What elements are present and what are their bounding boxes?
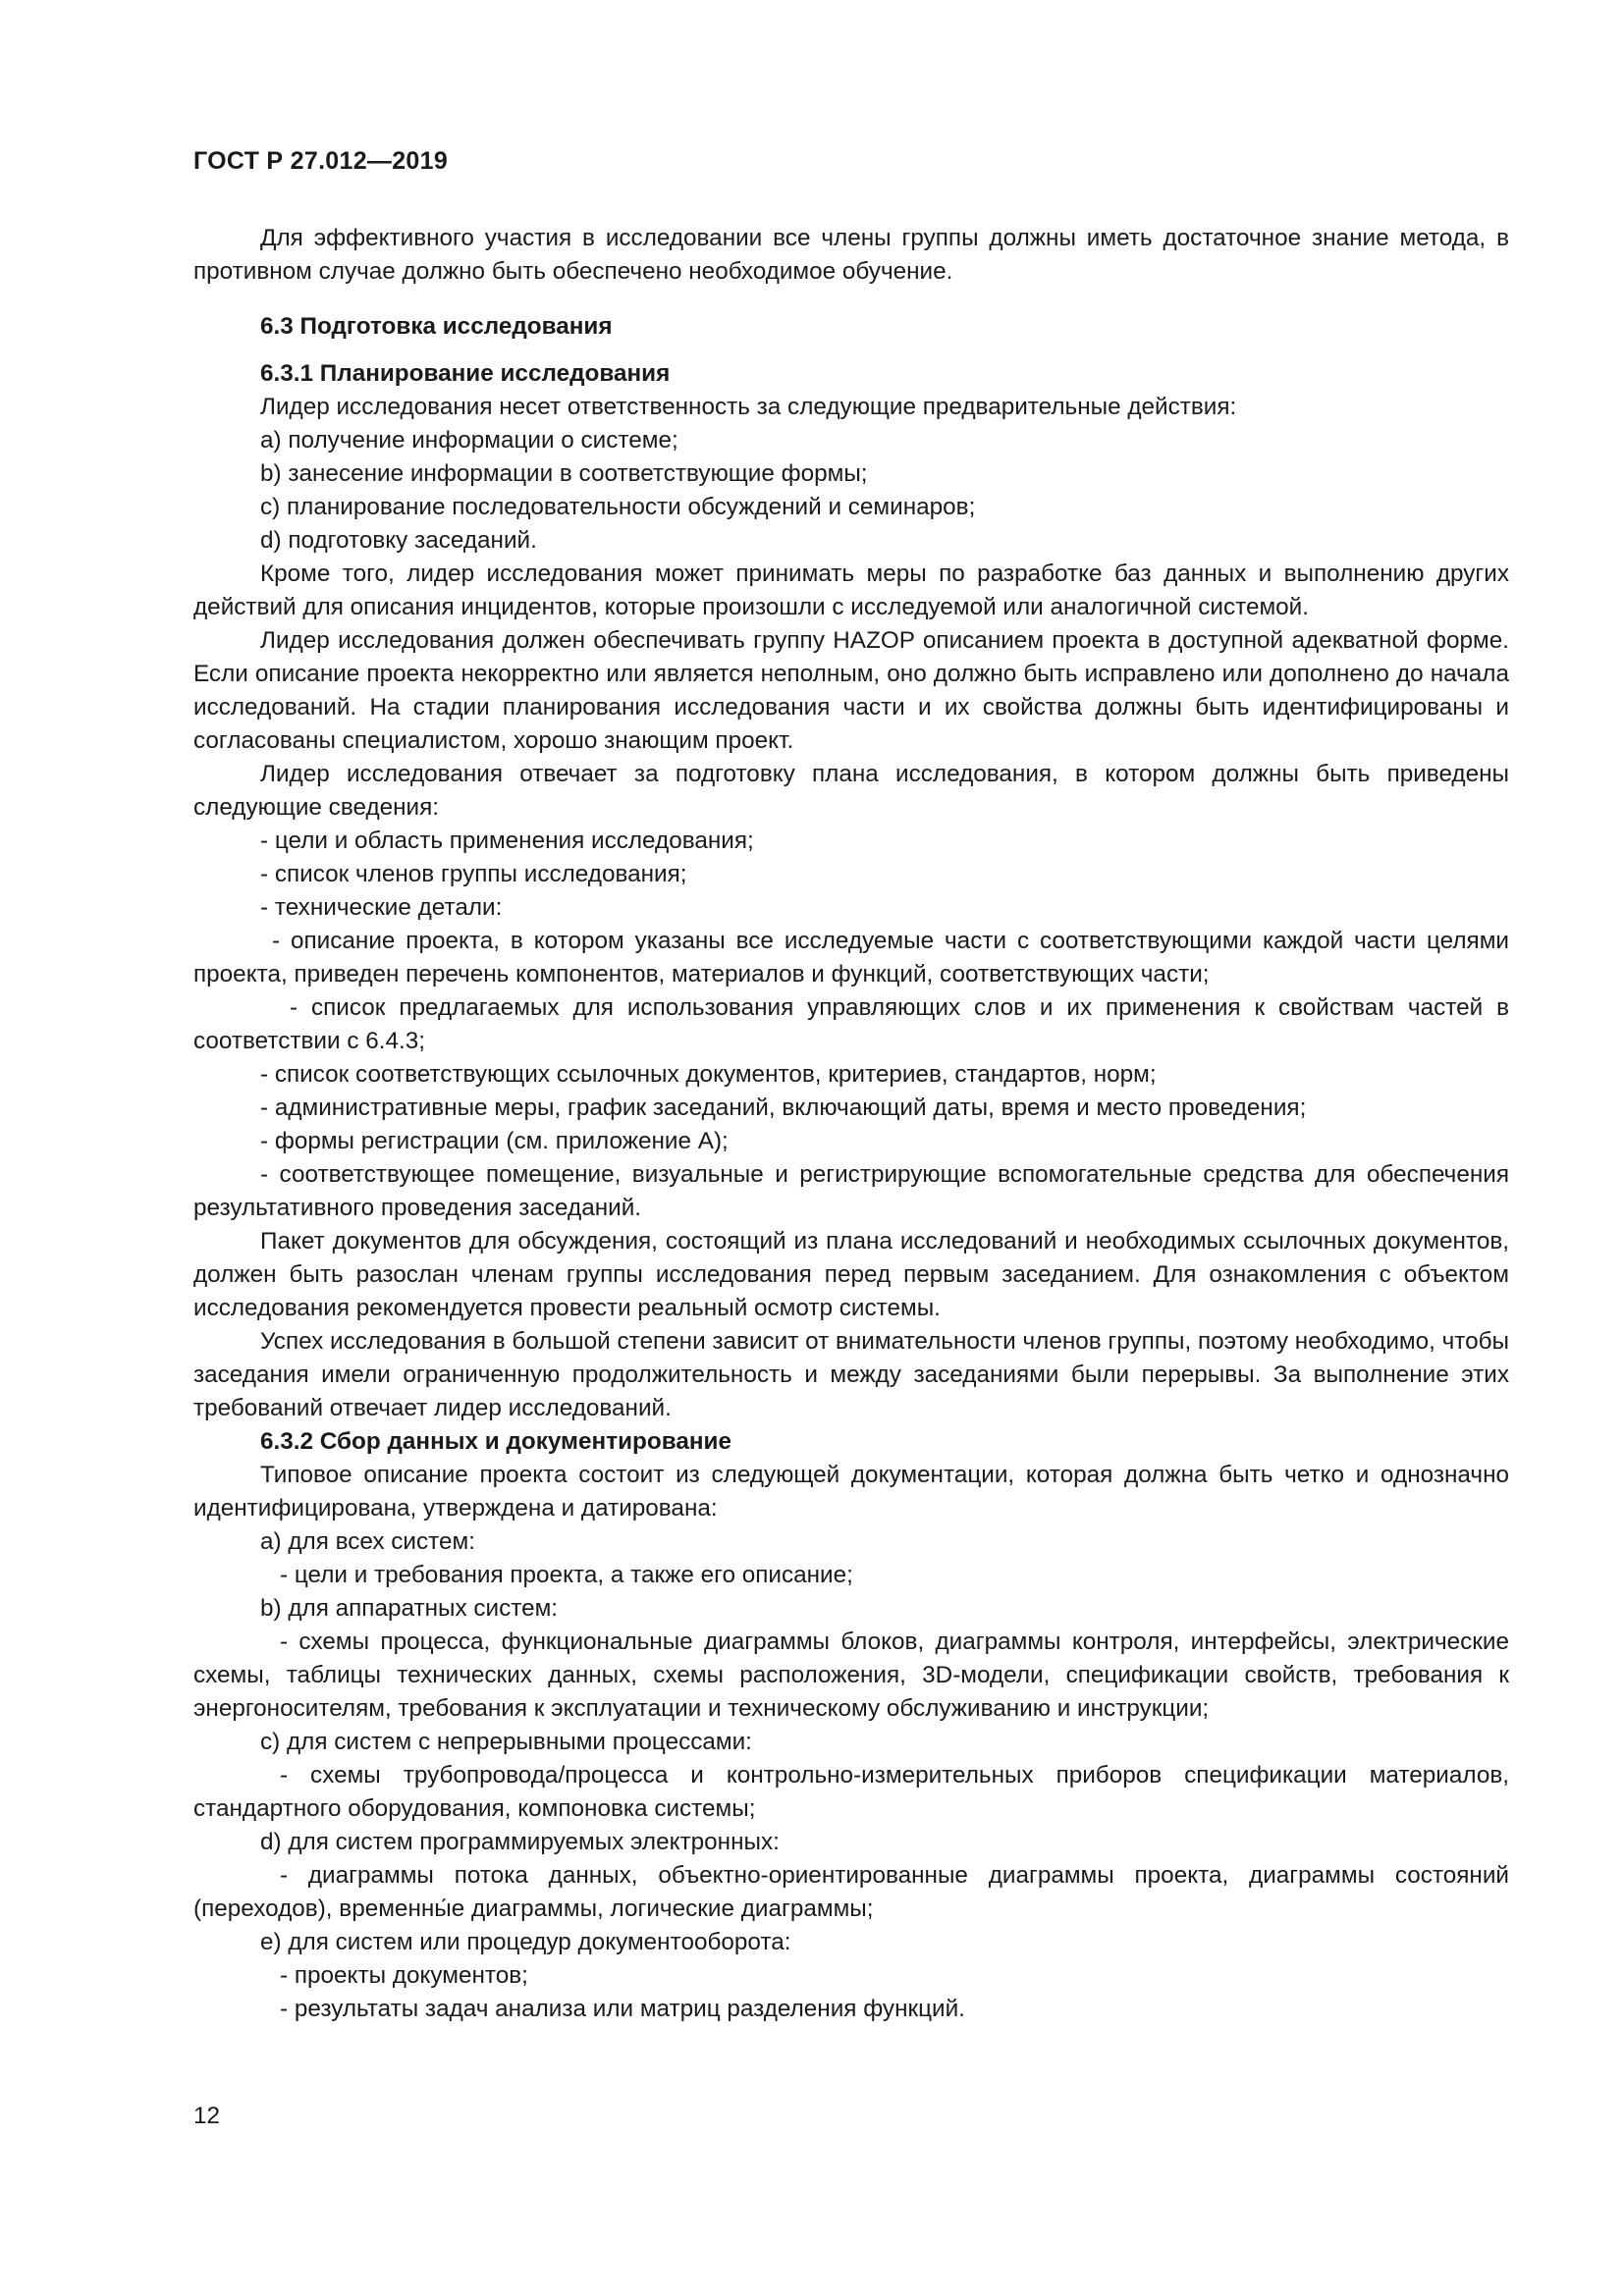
system-item-c: с) для систем с непрерывными процессами:: [260, 1729, 752, 1755]
paragraph-plan: Лидер исследования отвечает за подготовку плана исследования, в котором должны быть приведены следующие сведения:: [193, 761, 1509, 821]
dash-item-admin: - административные меры, график заседаний, включающий даты, время и место проведения;: [260, 1095, 1307, 1121]
system-item-e: е) для систем или процедур документооборота:: [260, 1929, 791, 1955]
list-item-b: b) занесение информации в соответствующие формы;: [260, 460, 868, 487]
list-item-d: d) подготовку заседаний.: [260, 527, 537, 554]
subsection-heading-6-3-1: 6.3.1 Планирование исследования: [260, 360, 671, 387]
document-body: [193, 222, 1509, 2026]
dash-item-room: - соответствующее помещение, визуальные и регистрирующие вспомогательные средства для обеспечения результативного проведения заседаний.: [193, 1161, 1509, 1221]
paragraph-package: Пакет документов для обсуждения, состоящий из плана исследований и необходимых ссылочных документов, должен быть разослан членам группы исследования перед первым заседанием. Для ознакомления с объектом исследования рекомендуется провести реальный осмотр системы.: [193, 1228, 1509, 1321]
dash-item-forms: - формы регистрации (см. приложение А);: [260, 1128, 729, 1154]
subsection-heading-6-3-2: 6.3.2 Сбор данных и документирование: [260, 1428, 731, 1455]
section-heading-6-3: 6.3 Подготовка исследования: [260, 313, 613, 340]
dash-item-technical: - технические детали:: [260, 894, 503, 921]
system-item-b: b) для аппаратных систем:: [260, 1595, 559, 1622]
system-item-a-detail: - цели и требования проекта, а также его описание;: [280, 1562, 853, 1588]
system-item-b-detail: - схемы процесса, функциональные диаграммы блоков, диаграммы контроля, интерфейсы, электрические схемы, таблицы технических данных, схемы расположения, 3D-модели, спецификации свойств, требования к энергоносителям, требования к эксплуатации и техническому обслуживанию и инструкции;: [193, 1629, 1509, 1722]
system-item-e-detail-1: - проекты документов;: [280, 1962, 528, 1989]
dash-item-description: - описание проекта, в котором указаны все исследуемые части с соответствующими каждой части целями проекта, приведен перечень компонентов, материалов и функций, соответствующих части;: [193, 928, 1509, 988]
paragraph-intro: Для эффективного участия в исследовании все члены группы должны иметь достаточное знание метода, в противном случае должно быть обеспечено необходимое обучение.: [193, 225, 1509, 285]
list-item-c: с) планирование последовательности обсуждений и семинаров;: [260, 494, 976, 520]
system-item-e-detail-2: - результаты задач анализа или матриц разделения функций.: [280, 1996, 965, 2022]
document-header: ГОСТ Р 27.012—2019: [193, 147, 449, 175]
paragraph-besides: Кроме того, лидер исследования может принимать меры по разработке баз данных и выполнению других действий для описания инцидентов, которые произошли с исследуемой или аналогичной системой.: [193, 561, 1509, 620]
list-item-a: а) получение информации о системе;: [260, 427, 678, 454]
dash-item-guide-words: - список предлагаемых для использования управляющих слов и их применения к свойствам частей в соответствии с 6.4.3;: [193, 994, 1509, 1054]
paragraph-success: Успех исследования в большой степени зависит от внимательности членов группы, поэтому необходимо, чтобы заседания имели ограниченную продолжительность и между заседаниями были перерывы. За выполнение этих требований отвечает лидер исследований.: [193, 1328, 1510, 1421]
dash-item-goals: - цели и область применения исследования;: [260, 828, 754, 854]
system-item-c-detail: - схемы трубопровода/процесса и контрольно-измерительных приборов спецификации материалов, стандартного оборудования, компоновка системы;: [193, 1762, 1509, 1822]
page-number: 12: [193, 2103, 221, 2129]
system-item-a: а) для всех систем:: [260, 1528, 475, 1555]
paragraph-hazop: Лидер исследования должен обеспечивать группу HAZOP описанием проекта в доступной адекватной форме. Если описание проекта некорректно или является неполным, оно должно быть исправлено или дополнено до начала исследований. На стадии планирования исследования части и их свойства должны быть идентифицированы и согласованы специалистом, хорошо знающим проект.: [193, 627, 1509, 754]
paragraph-typical: Типовое описание проекта состоит из следующей документации, которая должна быть четко и однозначно идентифицирована, утверждена и датирована:: [193, 1462, 1509, 1522]
dash-item-members: - список членов группы исследования;: [260, 861, 687, 887]
dash-item-references: - список соответствующих ссылочных документов, критериев, стандартов, норм;: [260, 1061, 1157, 1088]
system-item-d-detail: - диаграммы потока данных, объектно-ориентированные диаграммы проекта, диаграммы состояний (переходов), временны́е диаграммы, логические диаграммы;: [193, 1862, 1509, 1922]
system-item-d: d) для систем программируемых электронных:: [260, 1829, 780, 1855]
paragraph-leader-responsibility: Лидер исследования несет ответственность за следующие предварительные действия:: [260, 394, 1237, 420]
